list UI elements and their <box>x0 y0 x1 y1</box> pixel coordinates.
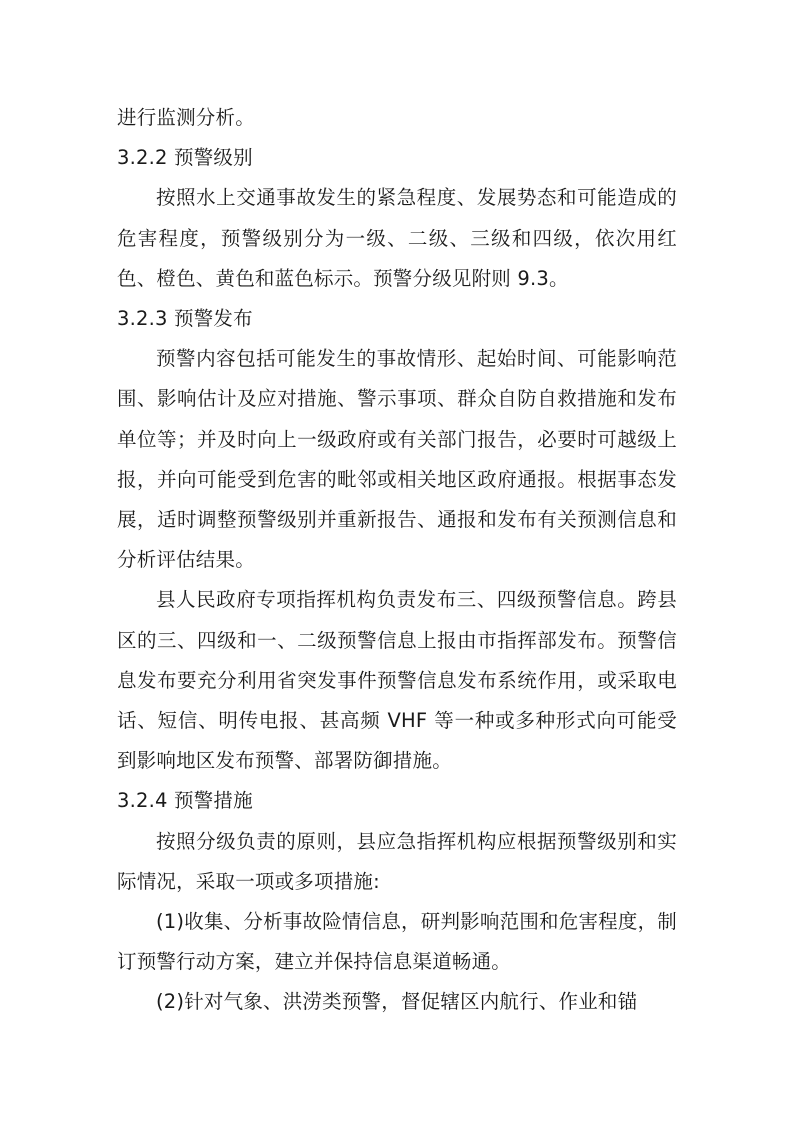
paragraph-warning-measures: 按照分级负责的原则，县应急指挥机构应根据预警级别和实际情况，采取一项或多项措施: <box>117 829 677 893</box>
list-item-measure-2: (2)针对气象、洪涝类预警，督促辖区内航行、作业和锚 <box>156 990 638 1014</box>
section-heading-3-2-2: 3.2.2 预警级别 <box>117 146 253 170</box>
paragraph-continuation: 进行监测分析。 <box>117 106 255 129</box>
document-page <box>117 98 677 1023</box>
paragraph-warning-release: 县人民政府专项指挥机构负责发布三、四级预警信息。跨县区的三、四级和一、二级预警信息上报由市指挥部发布。预警信息发布要充分利用省突发事件预警信息发布系统作用，或采取电话、短信、明传电报、甚高频 VHF 等一种或多种形式向可能受到影响地区发布预警、部署防御措施。 <box>117 588 677 773</box>
section-heading-3-2-3: 3.2.3 预警发布 <box>117 307 253 331</box>
list-item-measure-1: (1)收集、分析事故险情信息，研判影响范围和危害程度，制订预警行动方案，建立并保持信息渠道畅通。 <box>117 910 677 974</box>
section-heading-3-2-4: 3.2.4 预警措施 <box>117 789 253 813</box>
paragraph-warning-content: 预警内容包括可能发生的事故情形、起始时间、可能影响范围、影响估计及应对措施、警示事项、群众自防自救措施和发布单位等；并及时向上一级政府或有关部门报告，必要时可越级上报，并向可能受到危害的毗邻或相关地区政府通报。根据事态发展，适时调整预警级别并重新报告、通报和发布有关预测信息和分析评估结果。 <box>117 347 677 572</box>
paragraph-warning-levels: 按照水上交通事故发生的紧急程度、发展势态和可能造成的危害程度，预警级别分为一级、二级、三级和四级，依次用红色、橙色、黄色和蓝色标示。预警分级见附则 9.3。 <box>117 186 677 290</box>
